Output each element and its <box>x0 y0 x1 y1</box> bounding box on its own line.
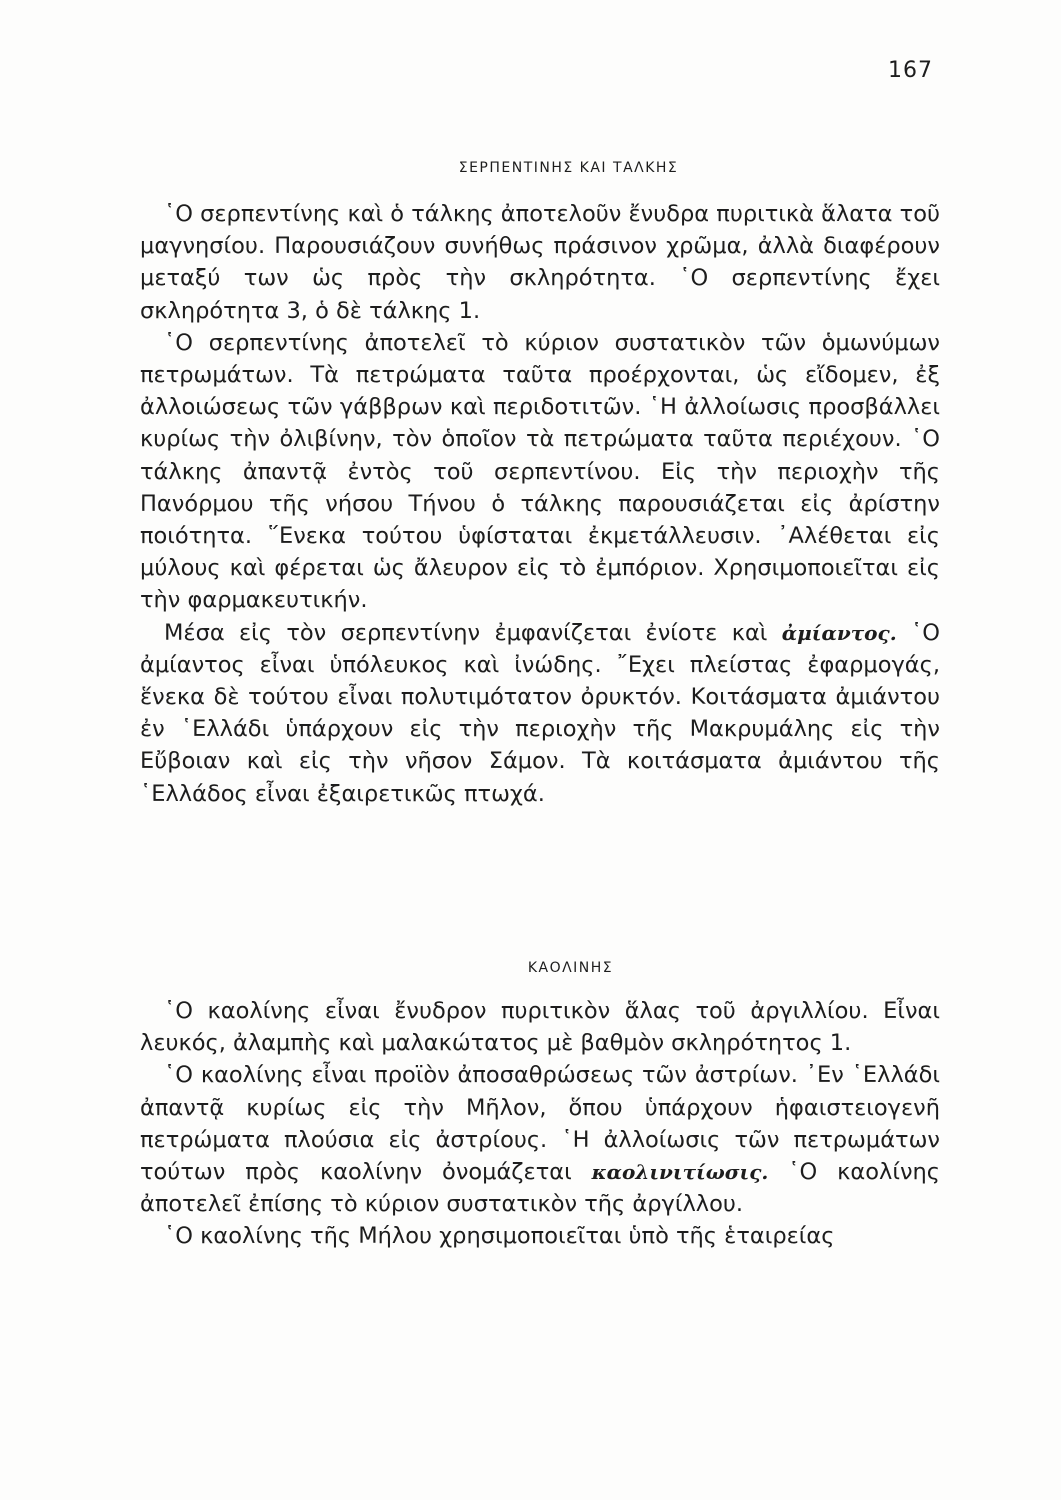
paragraph-text: ῾Ο καολίνης ἀποτελεῖ ἐπίσης τὸ κύριον συστατικὸν τῆς ἀργίλλου. <box>140 1159 940 1218</box>
paragraph: ῾Ο καολίνης εἶναι ἔνυδρον πυριτικὸν ἅλας τοῦ ἀργιλλίου. Εἶναι λευκός, ἀλαμπὴς καὶ μαλακώτατος μὲ βαθμὸν σκληρότητος 1. <box>140 998 940 1057</box>
paragraph: ῾Ο σερπεντίνης καὶ ὁ τάλκης ἀποτελοῦν ἔνυδρα πυριτικὰ ἅλατα τοῦ μαγνησίου. Παρουσιάζουν συνήθως πράσινον χρῶμα, ἀλλὰ διαφέρουν μεταξύ των ὡς πρὸς τὴν σκληρότητα. ῾Ο σερπεντίνης ἔχει σκληρότητα 3, ὁ δὲ τάλκης 1. <box>140 201 940 324</box>
page-number: 167 <box>888 58 933 83</box>
paragraph-text: ῾Ο ἀμίαντος εἶναι ὑπόλευκος καὶ ἰνώδης. ῎Εχει πλείστας ἐφαρμογάς, ἕνεκα δὲ τούτου εἶναι πολυτιμότατον ὀρυκτόν. Κοιτάσματα ἀμιάντου ἐν ῾Ελλάδι ὑπάρχουν εἰς τὴν περιοχὴν τῆς Μακρυμάλης εἰς τὴν Εὔβοιαν καὶ εἰς τὴν νῆσον Σάμον. Τὰ κοιτάσματα ἀμιάντου τῆς ῾Ελλάδος εἶναι ἐξαιρετικῶς πτωχά. <box>140 619 940 807</box>
paragraph <box>140 1059 940 1220</box>
emphasized-term: καολινιτίωσις. <box>591 1160 769 1185</box>
kaolinite-section-body <box>140 995 940 1253</box>
paragraph: ῾Ο σερπεντίνης ἀποτελεῖ τὸ κύριον συστατικὸν τῶν ὁμωνύμων πετρωμάτων. Τὰ πετρώματα ταῦτα προέρχονται, ὡς εἴδομεν, ἐξ ἀλλοιώσεως τῶν γάββρων καὶ περιδοτιτῶν. ῾Η ἀλλοίωσις προσβάλλει κυρίως τὴν ὀλιβίνην, τὸν ὁποῖον τὰ πετρώματα ταῦτα περιέχουν. ῾Ο τάλκης ἀπαντᾷ ἐντὸς τοῦ σερπεντίνου. Εἰς τὴν περιοχὴν τῆς Πανόρμου τῆς νήσου Τήνου ὁ τάλκης παρουσιάζεται εἰς ἀρίστην ποιότητα. ῞Ενεκα τούτου ὑφίσταται ἐκμετάλλευσιν. ᾽Αλέθεται εἰς μύλους καὶ φέρεται ὡς ἄλευρον εἰς τὸ ἐμπόριον. Χρησιμοποιεῖται εἰς τὴν φαρμακευτικήν. <box>140 329 940 614</box>
section-heading-serpentine: ΣΕΡΠΕΝΤΙΝΗΣ ΚΑΙ ΤΑΛΚΗΣ <box>458 160 679 176</box>
paragraph-text: Μέσα εἰς τὸν σερπεντίνην ἐμφανίζεται ἐνίοτε καὶ <box>164 619 782 646</box>
paragraph-text: ῾Ο καολίνης εἶναι προϊὸν ἀποσαθρώσεως τῶν ἀστρίων. ᾽Εν ῾Ελλάδι ἀπαντᾷ κυρίως εἰς τὴν Μῆλον, ὅπου ὑπάρχουν ἡφαιστειογενῆ πετρώματα πλούσια εἰς ἀστρίους. ῾Η ἀλλοίωσις τῶν πετρωμάτων τούτων πρὸς καολίνην ὀνομάζεται <box>140 1062 940 1186</box>
section-heading-kaolinite: ΚΑΟΛΙΝΗΣ <box>527 960 614 976</box>
paragraph <box>140 617 940 810</box>
emphasized-term: ἀμίαντος. <box>781 620 897 645</box>
paragraph: ῾Ο καολίνης τῆς Μήλου χρησιμοποιεῖται ὑπὸ τῆς ἑταιρείας <box>164 1223 835 1250</box>
serpentine-section-body <box>140 198 940 810</box>
